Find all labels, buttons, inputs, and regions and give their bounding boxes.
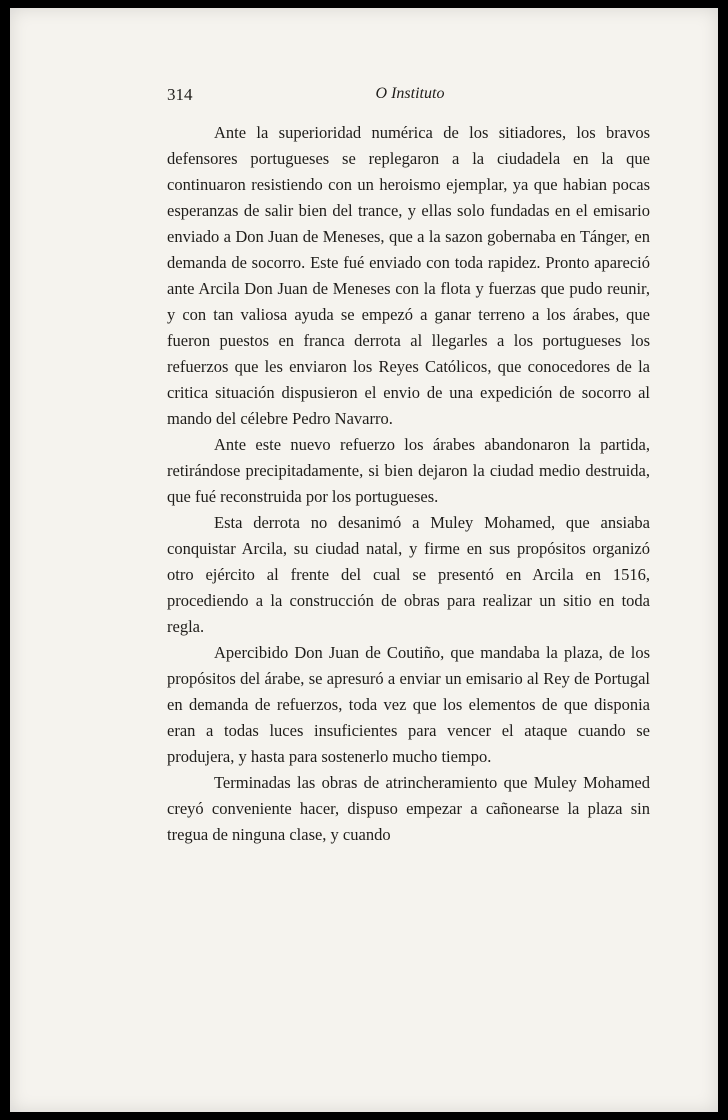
- page-number: 314: [167, 85, 193, 104]
- scanned-page: [10, 8, 718, 1112]
- paragraph: Ante la superioridad numérica de los sitiadores, los bravos defensores portugueses se replegaron a la ciudadela en la que continuaron resistiendo con un heroismo ejemplar, ya que habian pocas esperanzas de salir bien del trance, y ellas solo fundadas en el emisario enviado a Don Juan de Meneses, que a la sazon gobernaba en Tánger, en demanda de socorro. Este fué enviado con toda rapidez. Pronto apareció ante Arcila Don Juan de Meneses con la flota y fuerzas que pudo reunir, y con tan valiosa ayuda se empezó a ganar terreno a los árabes, que fueron puestos en franca derrota al llegarles a los portugueses los refuerzos que les enviaron los Reyes Católicos, que conocedores de la critica situación dispusieron el envio de una expedición de socorro al mando del célebre Pedro Navarro.: [167, 123, 650, 428]
- paragraph: Terminadas las obras de atrincheramiento que Muley Mohamed creyó conveniente hacer, dispuso empezar a cañonearse la plaza sin tregua de ninguna clase, y cuando: [167, 773, 650, 844]
- body-text: [167, 120, 650, 848]
- paragraph: Esta derrota no desanimó a Muley Mohamed, que ansiaba conquistar Arcila, su ciudad natal, y firme en sus propósitos organizó otro ejército al frente del cual se presentó en Arcila en 1516, procediendo a la construcción de obras para realizar un sitio en toda regla.: [167, 513, 650, 636]
- paragraph: Ante este nuevo refuerzo los árabes abandonaron la partida, retirándose precipitadamente, si bien dejaron la ciudad medio destruida, que fué reconstruida por los portugueses.: [167, 435, 650, 506]
- paragraph: Apercibido Don Juan de Coutiño, que mandaba la plaza, de los propósitos del árabe, se apresuró a enviar un emisario al Rey de Portugal en demanda de refuerzos, toda vez que los elementos de que disponia eran a todas luces insuficientes para vencer el ataque cuando se produjera, y hasta para sostenerlo mucho tiempo.: [167, 643, 650, 766]
- running-title: O Instituto: [375, 85, 445, 102]
- page-header: [167, 78, 653, 108]
